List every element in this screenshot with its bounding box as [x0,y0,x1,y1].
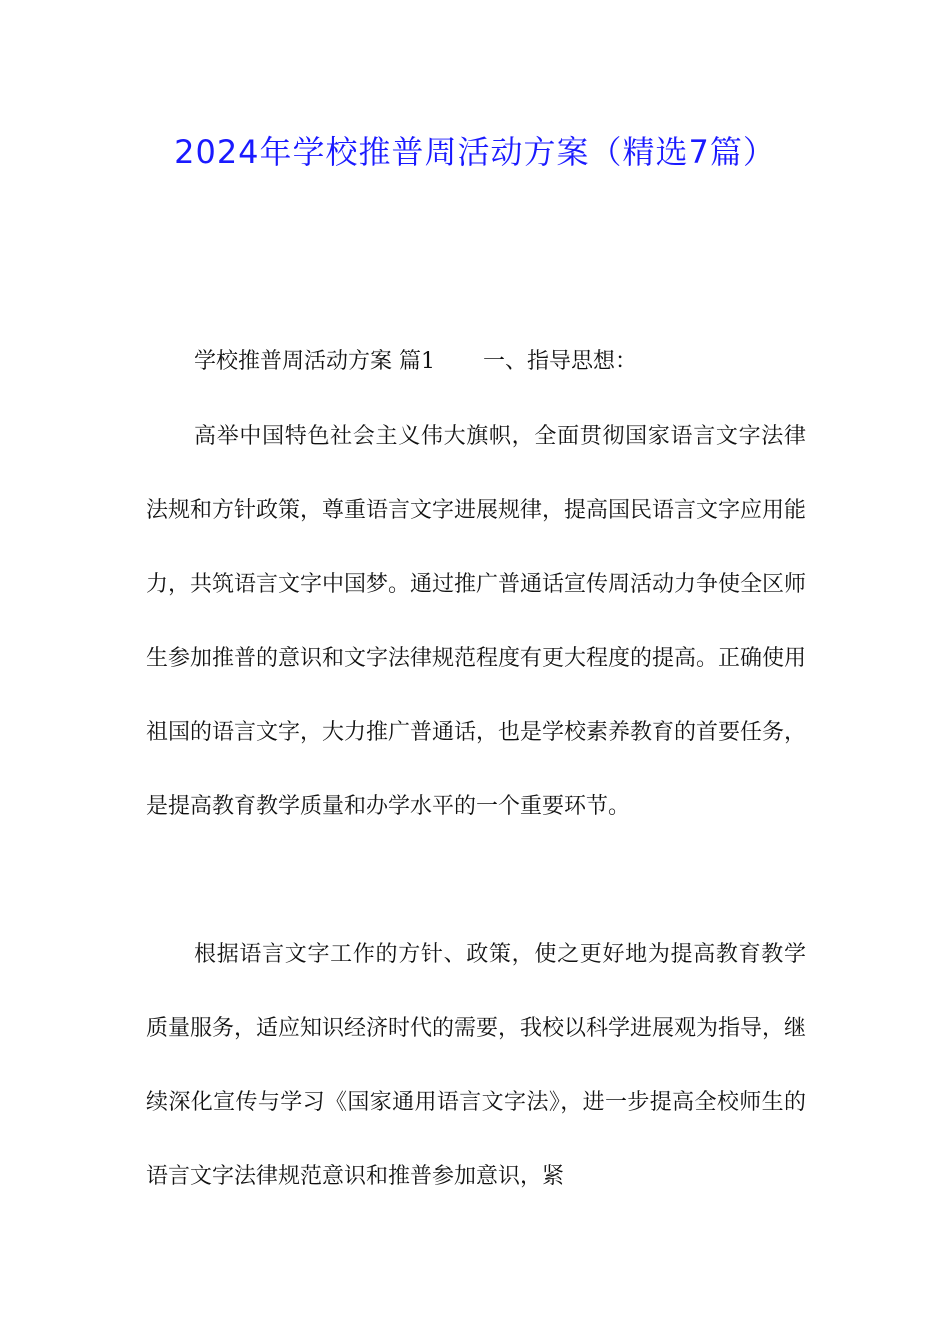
document-title: 2024年学校推普周活动方案（精选7篇） [174,133,776,171]
paragraph-block [146,400,806,844]
subheading: 一、指导思想： [483,349,638,374]
paragraph-block [146,918,806,1214]
paragraph: 根据语言文字工作的方针、政策，使之更好地为提高教育教学质量服务，适应知识经济时代的需要，我校以科学进展观为指导，继续深化宣传与学习《国家通用语言文字法》，进一步提高全校师生的语言文字法律规范意识和推普参加意识，紧 [146,942,807,1189]
section-heading-line [146,344,806,380]
section-heading: 学校推普周活动方案 篇1 [194,349,435,374]
paragraph: 高举中国特色社会主义伟大旗帜，全面贯彻国家语言文字法律法规和方针政策，尊重语言文字进展规律，提高国民语言文字应用能力，共筑语言文字中国梦。通过推广普通话宣传周活动力争使全区师生参加推普的意识和文字法律规范程度有更大程度的提高。正确使用祖国的语言文字，大力推广普通话，也是学校素养教育的首要任务，是提高教育教学质量和办学水平的一个重要环节。 [146,424,807,819]
